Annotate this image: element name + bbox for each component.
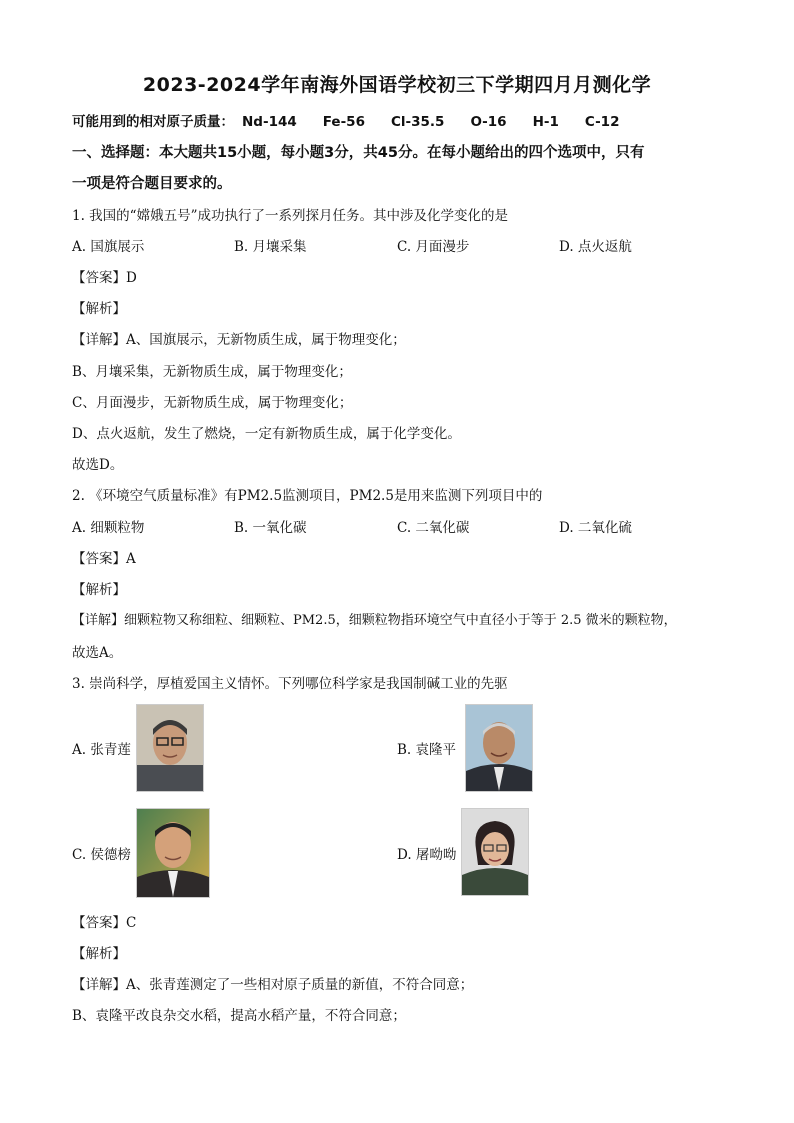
q1-option-b: B. 月壤采集 — [234, 239, 307, 255]
q2-option-c: C. 二氧化碳 — [397, 520, 470, 536]
q3-option-a: A. 张青莲 — [72, 742, 131, 758]
q1-stem: 1. 我国的“嫦娥五号”成功执行了一系列探月任务。其中涉及化学变化的是 — [72, 208, 508, 224]
portrait-zhang-qinglian — [136, 704, 204, 792]
q1-option-d: D. 点火返航 — [559, 239, 632, 255]
portrait-image — [466, 705, 532, 791]
q1-detail-line: 【详解】A、国旗展示，无新物质生成，属于物理变化； — [72, 332, 406, 348]
mass-item: Nd-144 — [242, 114, 297, 130]
atomic-masses-label: 可能用到的相对原子质量： — [72, 114, 234, 130]
portrait-image — [137, 809, 209, 897]
q2-option-b: B. 一氧化碳 — [234, 520, 307, 536]
q1-option-c: C. 月面漫步 — [397, 239, 470, 255]
page-title: 2023-2024学年南海外国语学校初三下学期四月月测化学 — [142, 74, 652, 96]
q3-answer: 【答案】C — [72, 915, 137, 931]
q1-detail-line: B、月壤采集，无新物质生成，属于物理变化； — [72, 364, 352, 380]
portrait-image — [137, 705, 203, 791]
q3-stem: 3. 崇尚科学，厚植爱国主义情怀。下列哪位科学家是我国制碱工业的先驱 — [72, 676, 508, 692]
q2-detail-line: 【详解】细颗粒物又称细粒、细颗粒、PM2.5，细颗粒物指环境空气中直径小于等于 2.5 微米的颗粒物， — [72, 613, 677, 628]
q3-option-b: B. 袁隆平 — [397, 742, 457, 758]
section-heading-line2: 一项是符合题目要求的。 — [72, 176, 232, 192]
mass-item: O-16 — [470, 114, 507, 130]
portrait-hou-debang — [136, 808, 210, 898]
portrait-image — [462, 809, 528, 895]
q2-answer: 【答案】A — [72, 551, 136, 567]
q3-analysis: 【解析】 — [72, 946, 126, 962]
q2-analysis: 【解析】 — [72, 582, 126, 598]
mass-item: Cl-35.5 — [390, 114, 445, 130]
q2-stem: 2. 《环境空气质量标准》有PM2.5监测项目，PM2.5是用来监测下列项目中的 — [72, 488, 543, 504]
q1-option-a: A. 国旗展示 — [72, 239, 145, 255]
section-heading-line1: 一、选择题：本大题共15小题，每小题3分，共45分。在每小题给出的四个选项中，只有 — [72, 145, 645, 161]
q1-detail-line: 故选D。 — [72, 457, 124, 473]
mass-item: H-1 — [532, 114, 559, 130]
q3-detail-line: 【详解】A、张青莲测定了一些相对原子质量的新值，不符合同意； — [72, 977, 474, 993]
q2-option-a: A. 细颗粒物 — [72, 520, 145, 536]
portrait-tu-youyou — [461, 808, 529, 896]
q3-option-d: D. 屠呦呦 — [397, 847, 457, 863]
q3-option-c: C. 侯德榜 — [72, 847, 131, 863]
q2-detail-line: 故选A。 — [72, 645, 123, 661]
portrait-yuan-longping — [465, 704, 533, 792]
mass-item: C-12 — [584, 114, 620, 130]
q1-detail-line: D、点火返航，发生了燃烧，一定有新物质生成，属于化学变化。 — [72, 426, 461, 442]
q1-detail-line: C、月面漫步，无新物质生成，属于物理变化； — [72, 395, 353, 411]
q3-detail-line: B、袁隆平改良杂交水稻，提高水稻产量，不符合同意； — [72, 1008, 406, 1024]
q2-option-d: D. 二氧化硫 — [559, 520, 632, 536]
q1-answer: 【答案】D — [72, 270, 137, 286]
atomic-masses-line — [72, 110, 645, 130]
q1-analysis: 【解析】 — [72, 301, 126, 317]
mass-item: Fe-56 — [322, 114, 365, 130]
